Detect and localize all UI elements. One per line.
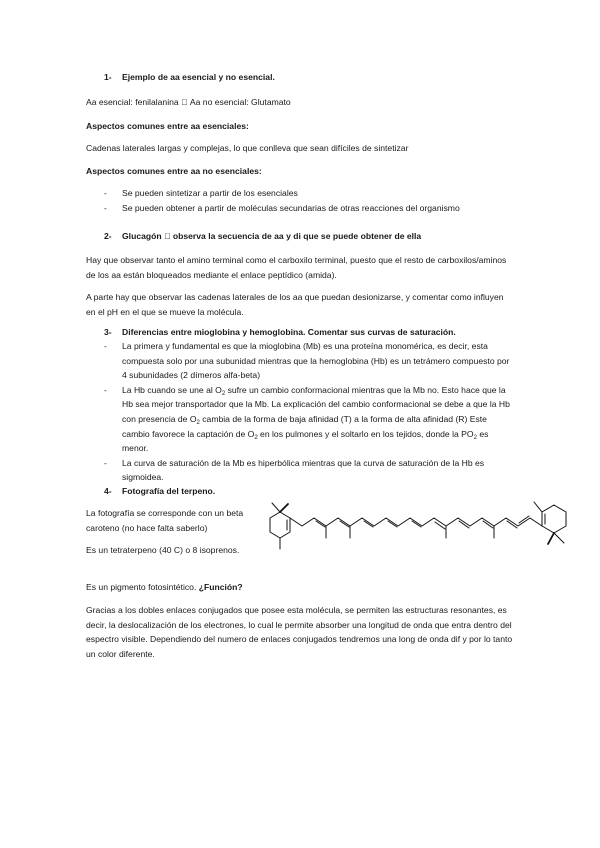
right-ring [542,505,566,533]
section-4-title: Fotografía del terpeno. [122,486,216,496]
section-3-title: Diferencias entre mioglobina y hemoglobina. Comentar sus curvas de saturación. [122,327,456,337]
left-gem-methyl-b [280,504,288,512]
right-gem-methyl-b [554,533,564,543]
essential-example-line: Aa esencial: fenilalanina Aa no esencial: Glutamato [86,97,282,107]
list-item: - La curva de saturación de la Mb es hiperbólica mientras que la curva de saturación de la Hb es sigmoidea. [104,457,485,483]
section-3-heading [104,325,456,340]
list-item: - Se pueden obtener a partir de moléculas secundarias de otras reacciones del organismo [104,202,460,213]
beta-carotene-structure [258,494,574,556]
section-2-number: 2- [104,231,112,241]
list-item: - La primera y fundamental es que la mioglobina (Mb) es una proteína monomérica, es decir, esta compuesta solo por una subunidad mientras que la hemoglobina (Hb) es un tetrámero compuesto por 4 subunidades (2 dímeros alfa-beta) [104,341,510,381]
conjugation-paragraph: Gracias a los dobles enlaces conjugados que posee esta molécula, se permiten las estructuras resonantes, es decir, la deslocalización de los electrones, lo cual le permite absorber una longitud de onda que entra dentro del espectro visible. Dependiendo del numero de enlaces conjugados tendremos una long de onda dif y por lo tanto un color diferente. [86,605,513,659]
section-1-heading [104,70,275,85]
chain-double-bond [435,522,445,529]
polyene-chain [290,518,542,526]
glucagon-paragraph-1: Hay que observar tanto el amino terminal como el carboxilo terminal, puesto que el resto de carboxilos/aminos de los aa están bloqueados mediante el enlace peptídico (amida). [86,255,507,280]
common-essential-text: Cadenas laterales largas y complejas, lo que conlleva que sean difíciles de sintetizar [86,143,409,153]
tetraterpene-text: Es un tetraterpeno (40 C) o 8 isoprenos. [86,545,240,555]
nonessential-list [86,186,490,215]
section-1-number: 1- [104,72,112,82]
right-gem-methyl-a [548,533,554,544]
common-essential-heading: Aspectos comunes entre aa esenciales: [86,121,249,131]
glucagon-paragraph-2: A parte hay que observar las cadenas laterales de los aa que puedan desionizarse, y comentar como influyen en el pH en el que se mueve la molécula. [86,292,504,317]
pigment-line: Es un pigmento fotosintético. ¿Función? [86,582,243,592]
section-3-number: 3- [104,327,112,337]
common-nonessential-heading: Aspectos comunes entre aa no esenciales: [86,166,262,176]
section-4-number: 4- [104,486,112,496]
section-1-title: Ejemplo de aa esencial y no esencial. [122,72,275,82]
list-item: - Se pueden sintetizar a partir de los esenciales [104,188,298,198]
right-ring-methyl [534,502,542,512]
section-4-heading [104,484,215,499]
section-2-heading [104,229,421,244]
list-item: - La Hb cuando se une al $O_2$ sufre un cambio conformacional mientras que la Mb no. Esto hace que la Hb sea mejor transportador que la Mb. La explicación del cambio conformacional se debe a que la Hb con presencia de $O_2$ cambia de la forma de baja afinidad (T) a la forma de alta afinidad (R) Este cambio favorece la captación de $O_2$ en los pulmones y el soltarlo en los tejidos, donde la $PO_2$ es menor. [104,384,510,454]
left-gem-methyl-a [272,503,280,512]
photo-description: La fotografía se corresponde con un beta caroteno (no hace falta saberlo) [86,508,244,533]
mb-hb-list [86,339,514,485]
section-2-title: Glucagón observa la secuencia de aa y di que se puede obtener de ella [122,231,413,241]
